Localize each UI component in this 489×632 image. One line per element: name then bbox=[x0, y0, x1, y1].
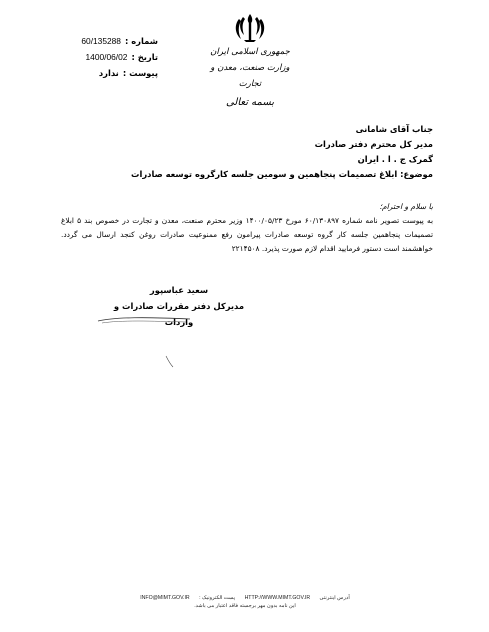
iran-emblem-icon bbox=[232, 10, 268, 46]
letter-footer bbox=[100, 594, 390, 610]
letterhead-country: جمهوری اسلامی ایران bbox=[210, 47, 290, 57]
letter-greeting: با سلام و احترام؛ bbox=[379, 202, 433, 211]
footer-email: INFO@MIMT.GOV.IR bbox=[140, 595, 190, 601]
letter-attachment-row bbox=[62, 65, 158, 81]
signatory-title: مدیرکل دفتر مقررات صادرات و واردات bbox=[113, 301, 245, 327]
letter-date-label: تاریخ : bbox=[131, 52, 158, 62]
signatory-name: سعید عباسپور bbox=[149, 285, 209, 295]
footer-contacts bbox=[100, 594, 390, 602]
letter-body-text: به پیوست تصویر نامه شماره ۶۰/۱۳۰۸۹۷ مورخ ۱۴۰۰/۰۵/۲۳ وزیر محترم صنعت، معدن و تجارت در خصوص بند ۵ ابلاغ تصمیمات پنجاهمین جلسه کار گروه توسعه صادرات پیرامون رفع ممنوعیت صادرات روغن کنجد ارسال می گردد. خواهشمند است دستور فرمایید اقدام لازم صورت پذیرد. ۲۲۱۴۵۰۸ bbox=[61, 216, 434, 253]
letter-attachment-value: ندارد bbox=[98, 68, 119, 78]
letter-body bbox=[61, 200, 433, 256]
letterhead bbox=[200, 44, 300, 111]
letter-subject: موضوع: ابلاغ تصمیمات پنجاهمین و سومین جلسه کارگروه توسعه صادرات bbox=[131, 169, 433, 179]
recipient-organization: گمرک ج . ا . ایران bbox=[357, 154, 433, 164]
letter-number-row bbox=[62, 33, 158, 49]
letterhead-ministry: وزارت صنعت، معدن و تجارت bbox=[210, 63, 290, 89]
letterhead-basmala: بسمه تعالی bbox=[225, 97, 275, 108]
letter-number-value: 60/135288 bbox=[81, 36, 121, 46]
recipient-name: جناب آقای شامانی bbox=[355, 124, 433, 134]
letter-number-label: شماره : bbox=[124, 36, 158, 46]
footer-email-label: پست الکترونیک : bbox=[199, 595, 236, 601]
footer-website: HTTP://WWW.MIMT.GOV.IR bbox=[244, 595, 311, 601]
footer-address-label: آدرس اینترنتی bbox=[319, 595, 350, 601]
letter-date-row bbox=[62, 49, 158, 65]
recipient-position: مدیر کل محترم دفتر صادرات bbox=[314, 139, 433, 149]
letter-date-value: 1400/06/02 bbox=[85, 52, 128, 62]
footer-note: این نامه بدون مهر برجسته فاقد اعتبار می باشد. bbox=[194, 603, 296, 609]
letter-attachment-label: پیوست : bbox=[122, 68, 158, 78]
recipient-block bbox=[73, 122, 433, 182]
letter-meta bbox=[62, 33, 158, 81]
handwritten-signature bbox=[96, 312, 192, 368]
